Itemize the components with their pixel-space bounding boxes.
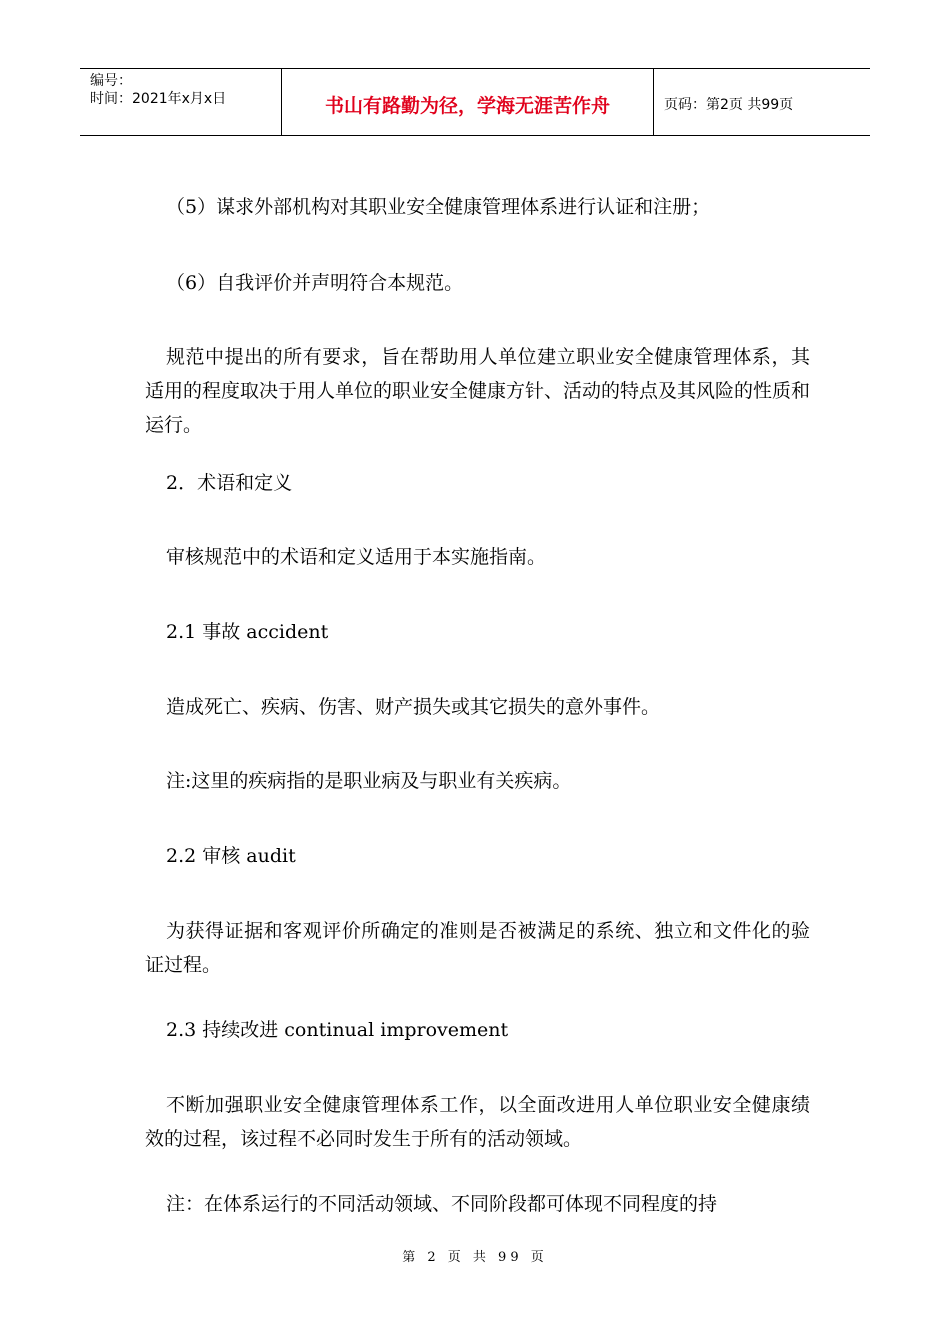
section-2-heading: 2．术语和定义 [166,472,293,494]
term-2-3-note: 注：在体系运行的不同活动领域、不同阶段都可体现不同程度的持 [166,1193,718,1215]
header-meta [80,69,282,135]
term-2-1-definition: 造成死亡、疾病、伤害、财产损失或其它损失的意外事件。 [166,696,661,718]
page-footer: 第 2 页 共 99 页 [402,1250,548,1265]
document-number-label: 编号： [90,73,132,89]
header-page-number: 页码：第2页 共99页 [664,97,794,113]
page-header [80,68,870,136]
section-2-intro: 审核规范中的术语和定义适用于本实施指南。 [166,546,547,568]
list-item-6: （6）自我评价并声明符合本规范。 [166,272,464,294]
term-2-1-note: 注:这里的疾病指的是职业病及与职业有关疾病。 [166,770,572,792]
term-2-1-heading: 2.1 事故 accident [166,621,329,643]
term-2-3-definition: 不断加强职业安全健康管理体系工作，以全面改进用人单位职业安全健康绩效的过程，该过程不必同时发生于所有的活动领域。 [145,1094,810,1150]
term-2-3-heading: 2.3 持续改进 continual improvement [166,1019,509,1041]
term-2-2-definition: 为获得证据和客观评价所确定的准则是否被满足的系统、独立和文件化的验证过程。 [145,920,810,976]
list-item-5: （5）谋求外部机构对其职业安全健康管理体系进行认证和注册； [166,196,711,218]
header-motto: 书山有路勤为径，学海无涯苦作舟 [282,69,654,135]
term-2-2-heading: 2.2 审核 audit [166,845,296,867]
document-date-label: 时间：2021年x月x日 [90,91,227,107]
paragraph-requirements: 规范中提出的所有要求，旨在帮助用人单位建立职业安全健康管理体系，其适用的程度取决于用人单位的职业安全健康方针、活动的特点及其风险的性质和运行。 [145,346,811,436]
